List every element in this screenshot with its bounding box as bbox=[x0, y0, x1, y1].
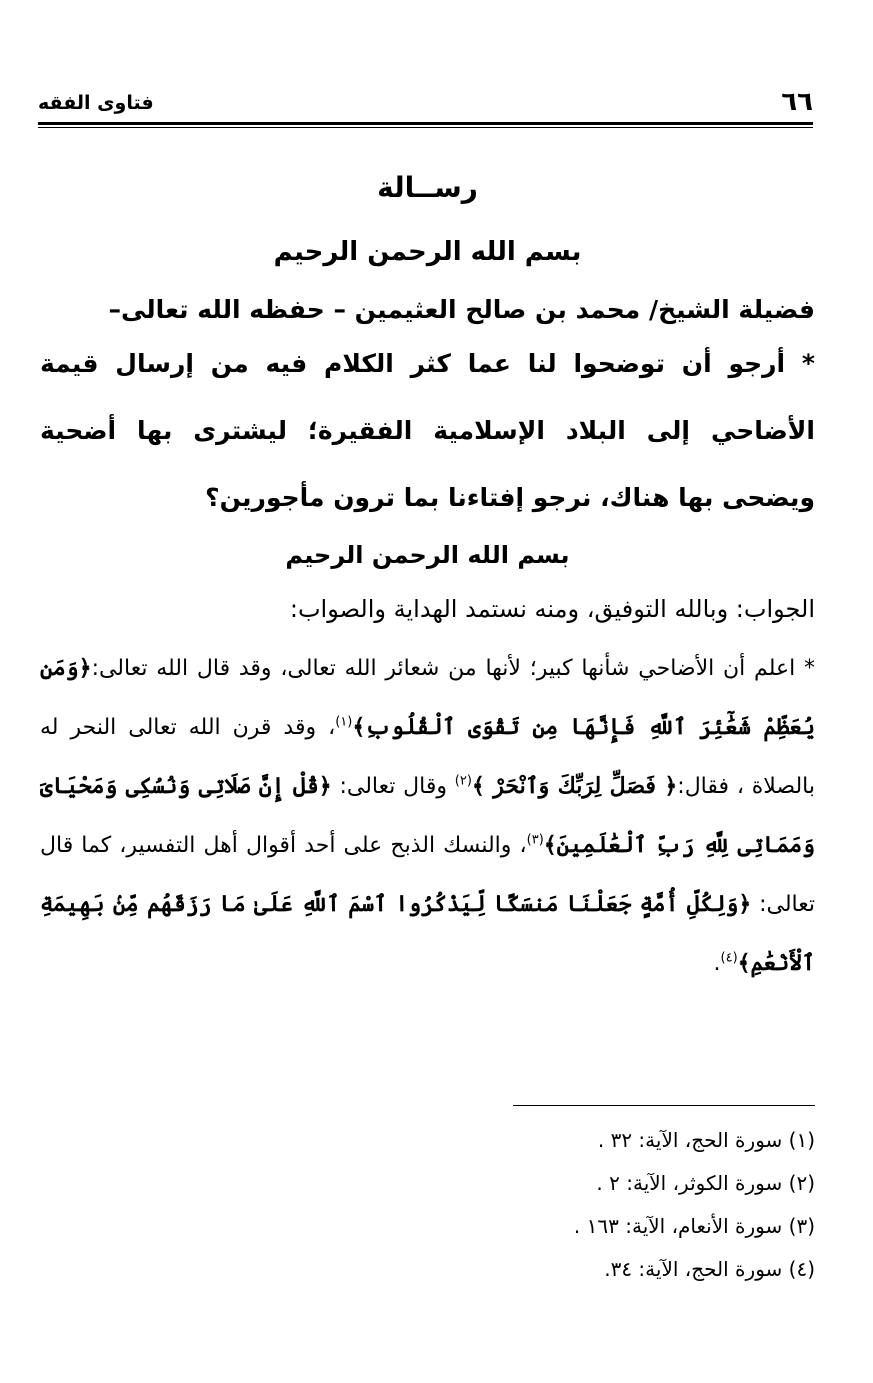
footnote-ref-4: (٤) bbox=[720, 950, 738, 966]
answer-text-c: وقال تعالى: bbox=[339, 774, 447, 799]
addressee-line: فضيلة الشيخ/ محمد بن صالح العثيمين – حفظه الله تعالى– bbox=[108, 295, 815, 324]
footnote-1: (١) سورة الحج، الآية: ٣٢ . bbox=[597, 1128, 815, 1152]
question-paragraph: * أرجو أن توضحوا لنا عما كثر الكلام فيه من إرسال قيمة الأضاحي إلى البلاد الإسلامية الفقيرة؛ ليشترى بها أضحية ويضحى بها هناك، نرجو إفتاءنا بما ترون مأجورين؟ bbox=[40, 349, 815, 512]
quran-verse-3: ﴿قُلْ إِنَّ صَلَاتِى وَنُسُكِى وَمَحْيَاىَ وَمَمَاتِى لِلَّهِ رَبِّ ٱلْعَٰلَمِينَ﴾ bbox=[40, 773, 815, 858]
header-rule bbox=[38, 122, 813, 125]
footnote-rule bbox=[513, 1105, 815, 1106]
answer-text-d: ، والنسك الذبح على أحد أقوال أهل التفسير، كما قال تعالى: bbox=[40, 833, 815, 917]
answer-text-a: * اعلم أن الأضاحي شأنها كبير؛ لأنها من شعائر الله تعالى، وقد قال الله تعالى: bbox=[91, 656, 815, 681]
footnote-ref-1: (١) bbox=[335, 714, 353, 730]
footnotes bbox=[215, 1120, 815, 1292]
letter-title: رســالة bbox=[377, 171, 478, 204]
running-title: فتاوى الفقه bbox=[38, 92, 154, 114]
footnote-2: (٢) سورة الكوثر، الآية: ٢ . bbox=[596, 1171, 815, 1195]
answer-text-b: ، وقد قرن الله تعالى النحر له بالصلاة ، فقال: bbox=[40, 715, 815, 799]
footnote-4: (٤) سورة الحج، الآية: ٣٤. bbox=[604, 1257, 815, 1281]
page-number: ٦٦ bbox=[781, 87, 813, 117]
quran-verse-4: ﴿وَلِكُلِّ أُمَّةٍ جَعَلْنَا مَنسَكًا لِّيَذْكُرُوا ٱسْمَ ٱللَّهِ عَلَىٰ مَا رَزَقَهُم مِّنۢ بَهِيمَةِ ٱلْأَنْعَٰمِ﴾ bbox=[40, 891, 815, 976]
page-header bbox=[38, 86, 813, 120]
main-text bbox=[40, 166, 815, 993]
basmala: بسم الله الرحمن الرحيم bbox=[273, 237, 582, 267]
answer-heading: الجواب: وبالله التوفيق، ومنه نستمد الهداية والصواب: bbox=[289, 595, 815, 623]
quran-verse-1: ﴿وَمَن يُعَظِّمْ شَعَٰٓئِرَ ٱللَّهِ فَإِنَّهَا مِن تَقْوَى ٱلْقُلُوبِ﴾ bbox=[40, 655, 815, 740]
answer-basmala: بسم الله الرحمن الرحيم bbox=[285, 541, 570, 569]
header-rule-thin bbox=[38, 127, 813, 128]
answer-end: . bbox=[713, 951, 721, 976]
footnote-3: (٣) سورة الأنعام، الآية: ١٦٣ . bbox=[573, 1214, 815, 1238]
footnote-ref-3: (٣) bbox=[526, 832, 544, 848]
answer-paragraph bbox=[40, 639, 815, 993]
footnote-ref-2: (٢) bbox=[454, 773, 472, 789]
quran-verse-2: ﴿ فَصَلِّ لِرَبِّكَ وَٱنْحَرْ ﴾ bbox=[471, 773, 678, 799]
